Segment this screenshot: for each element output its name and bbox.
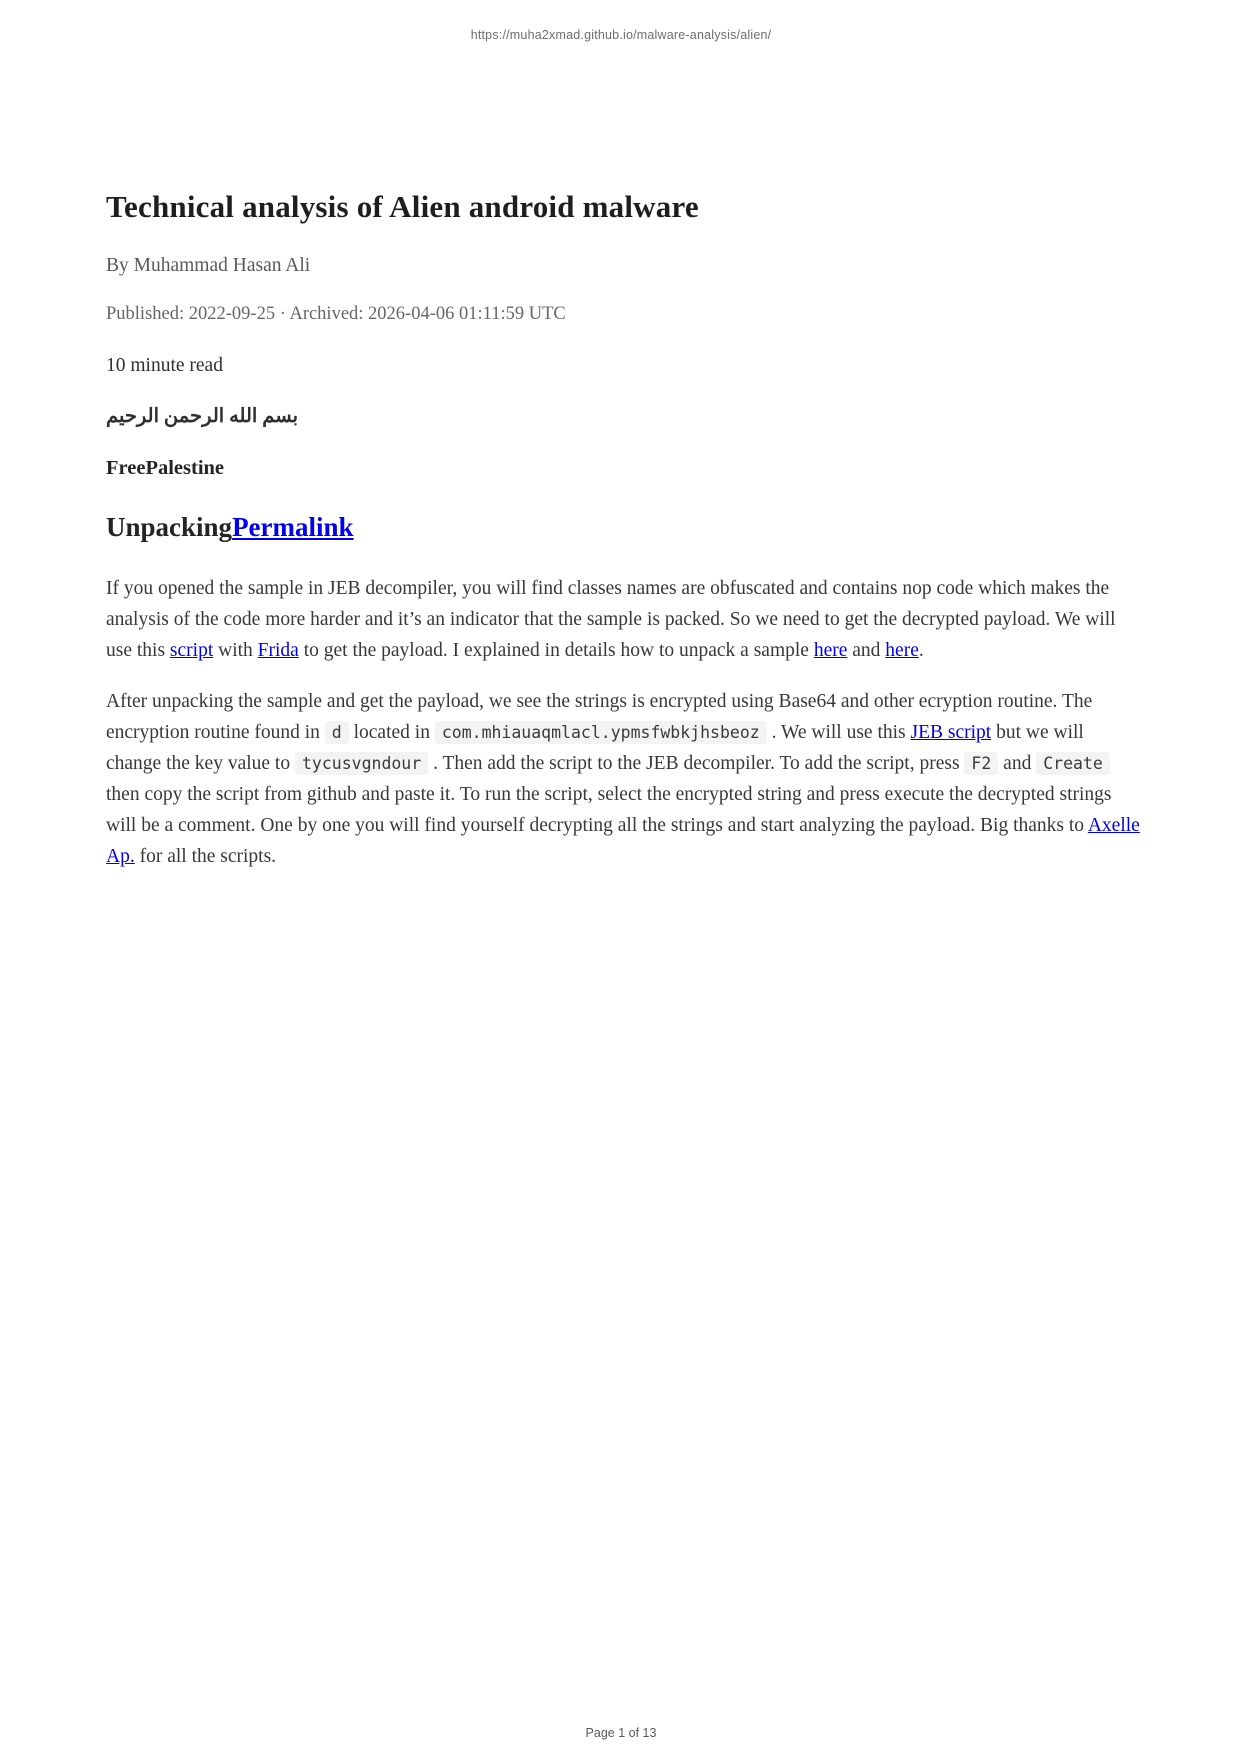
free-palestine-text: FreePalestine xyxy=(106,457,225,480)
code-package-name: com.mhiauaqmlacl.ypmsfwbkjhsbeoz xyxy=(435,721,767,744)
para2-text: . We will use this xyxy=(766,721,911,743)
jeb-script-link[interactable]: JEB script xyxy=(910,721,992,743)
para2-text: . Then add the script to the JEB decompiler. To add the script, press xyxy=(428,752,965,774)
code-key-value: tycusvgndour xyxy=(295,752,428,775)
axelle-ap-link[interactable]: Axelle Ap. xyxy=(106,814,1140,867)
bismillah-text: بسم الله الرحمن الرحيم xyxy=(106,406,299,428)
para1-text: If you opened the sample in JEB decompiler, you will find classes names are obfuscated and contains nop code which makes the analysis of the code more harder and it’s an indicator that the sample is packed. So we need to get the decrypted payload. We will use this xyxy=(106,577,1116,661)
article-content xyxy=(106,0,1140,872)
published-archived-meta: Published: 2022-09-25 · Archived: 2026-04-06 01:11:59 UTC xyxy=(106,304,566,325)
para2-text: After unpacking the sample and get the payload, we see the strings is encrypted using Base64 and other ecryption routine. The encryption routine found in xyxy=(106,690,1093,743)
here-link-1[interactable]: here xyxy=(813,639,848,661)
author-byline: By Muhammad Hasan Ali xyxy=(106,255,311,277)
para1-text: to get the payload. I explained in details how to unpack a sample xyxy=(298,639,814,661)
section-heading-label: Unpacking xyxy=(106,512,233,543)
para1-text: with xyxy=(213,639,258,661)
para2-text: and xyxy=(998,752,1037,774)
para2-text: located in xyxy=(348,721,435,743)
page-title: Technical analysis of Alien android malware xyxy=(106,189,699,224)
paragraph-unpacking-2 xyxy=(106,686,1140,872)
para1-text: and xyxy=(847,639,886,661)
code-create: Create xyxy=(1036,752,1110,775)
permalink-link[interactable]: Permalink xyxy=(232,512,354,543)
section-heading-unpacking xyxy=(106,511,1140,543)
page-number-footer: Page 1 of 13 xyxy=(585,1726,657,1740)
page-url-header: https://muha2xmad.github.io/malware-analysis/alien/ xyxy=(470,28,772,42)
para1-text: . xyxy=(918,639,924,661)
read-time: 10 minute read xyxy=(106,355,223,377)
script-link[interactable]: script xyxy=(169,639,214,661)
code-d: d xyxy=(325,721,349,744)
paragraph-unpacking-1 xyxy=(106,573,1140,666)
para2-text: but we will change the key value to xyxy=(106,721,1084,774)
para2-text: for all the scripts. xyxy=(134,845,277,867)
frida-link[interactable]: Frida xyxy=(257,639,299,661)
here-link-2[interactable]: here xyxy=(885,639,919,661)
para2-text: then copy the script from github and paste it. To run the script, select the encrypted string and press execute the decrypted strings will be a comment. One by one you will find yourself decrypting all the strings and start analyzing the payload. Big thanks to xyxy=(106,783,1112,836)
code-f2-key: F2 xyxy=(964,752,998,775)
